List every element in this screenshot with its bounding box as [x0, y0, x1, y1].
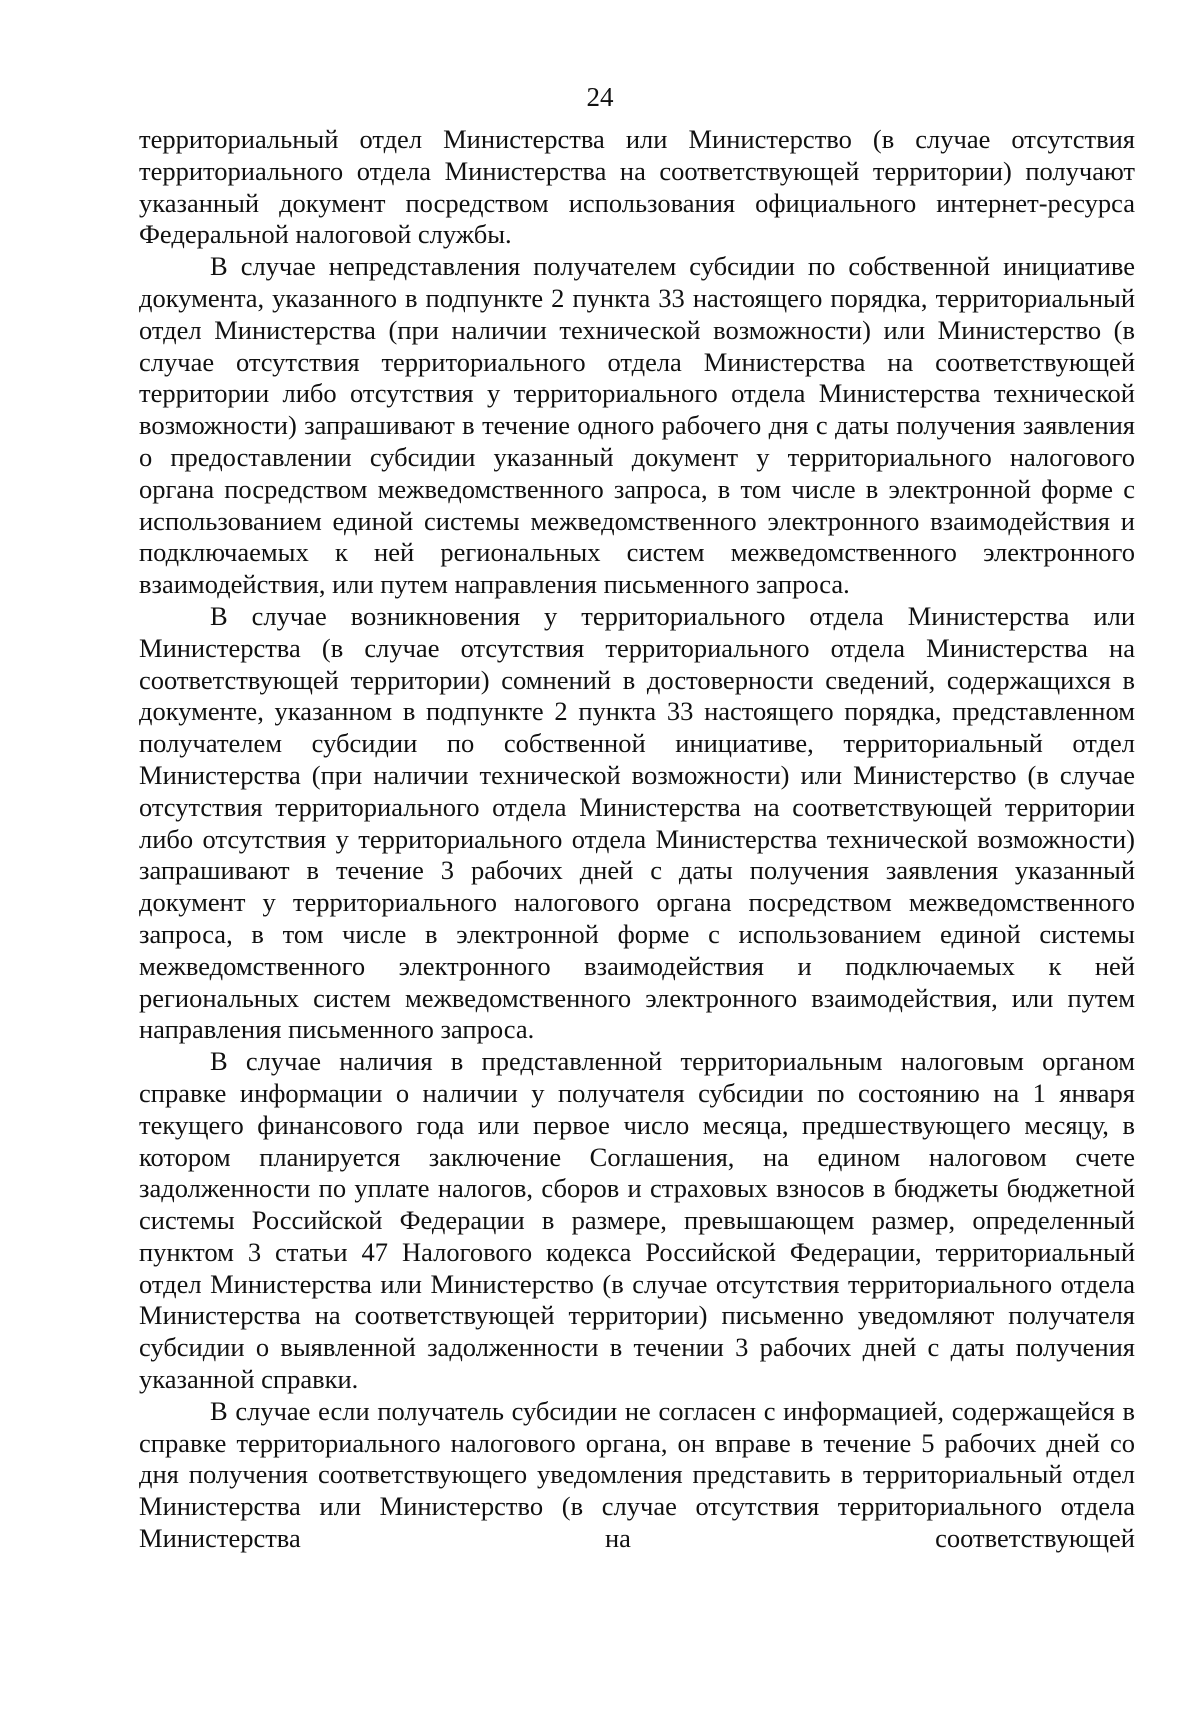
document-body [139, 124, 1135, 1555]
paragraph-nonsubmission: В случае непредставления получателем субсидии по собственной инициативе документа, указанного в подпункте 2 пункта 33 настоящего порядка, территориальный отдел Министерства (при наличии технической возможности) или Министерство (в случае отсутствия территориального отдела Министерства на соответствующей территории либо отсутствия у территориального отдела Министерства технической возможности) запрашивают в течение одного рабочего дня с даты получения заявления о предоставлении субсидии указанный документ у территориального налогового органа посредством межведомственного запроса, в том числе в электронной форме с использованием единой системы межведомственного электронного взаимодействия и подключаемых к ней региональных систем межведомственного электронного взаимодействия, или путем направления письменного запроса. [139, 251, 1135, 600]
paragraph-continuation: территориальный отдел Министерства или Министерство (в случае отсутствия территориального отдела Министерства на соответствующей территории) получают указанный документ посредством использования официального интернет-ресурса Федеральной налоговой службы. [139, 124, 1135, 250]
paragraph-disagreement: В случае если получатель субсидии не согласен с информацией, содержащейся в справке территориального налогового органа, он вправе в течение 5 рабочих дней со дня получения соответствующего уведомления представить в территориальный отдел Министерства или Министерство (в случае отсутствия территориального отдела Министерства на соответствующей [139, 1395, 1135, 1554]
paragraph-debt-notice: В случае наличия в представленной территориальным налоговым органом справке информации о наличии у получателя субсидии по состоянию на 1 января текущего финансового года или первое число месяца, предшествующего месяцу, в котором планируется заключение Соглашения, на едином налоговом счете задолженности по уплате налогов, сборов и страховых взносов в бюджеты бюджетной системы Российской Федерации в размере, превышающем размер, определенный пунктом 3 статьи 47 Налогового кодекса Российской Федерации, территориальный отдел Министерства или Министерство (в случае отсутствия территориального отдела Министерства на соответствующей территории) письменно уведомляют получателя субсидии о выявленной задолженности в течении 3 рабочих дней с даты получения указанной справки. [139, 1046, 1135, 1395]
page-number: 24 [586, 82, 614, 112]
paragraph-doubts: В случае возникновения у территориального отдела Министерства или Министерства (в случае отсутствия территориального отдела Министерства на соответствующей территории) сомнений в достоверности сведений, содержащихся в документе, указанном в подпункте 2 пункта 33 настоящего порядка, представленном получателем субсидии по собственной инициативе, территориальный отдел Министерства (при наличии технической возможности) или Министерство (в случае отсутствия территориального отдела Министерства на соответствующей территории либо отсутствия у территориального отдела Министерства технической возможности) запрашивают в течение 3 рабочих дней с даты получения заявления указанный документ у территориального налогового органа посредством межведомственного запроса, в том числе в электронной форме с использованием единой системы межведомственного электронного взаимодействия и подключаемых к ней региональных систем межведомственного электронного взаимодействия, или путем направления письменного запроса. [139, 600, 1135, 1045]
